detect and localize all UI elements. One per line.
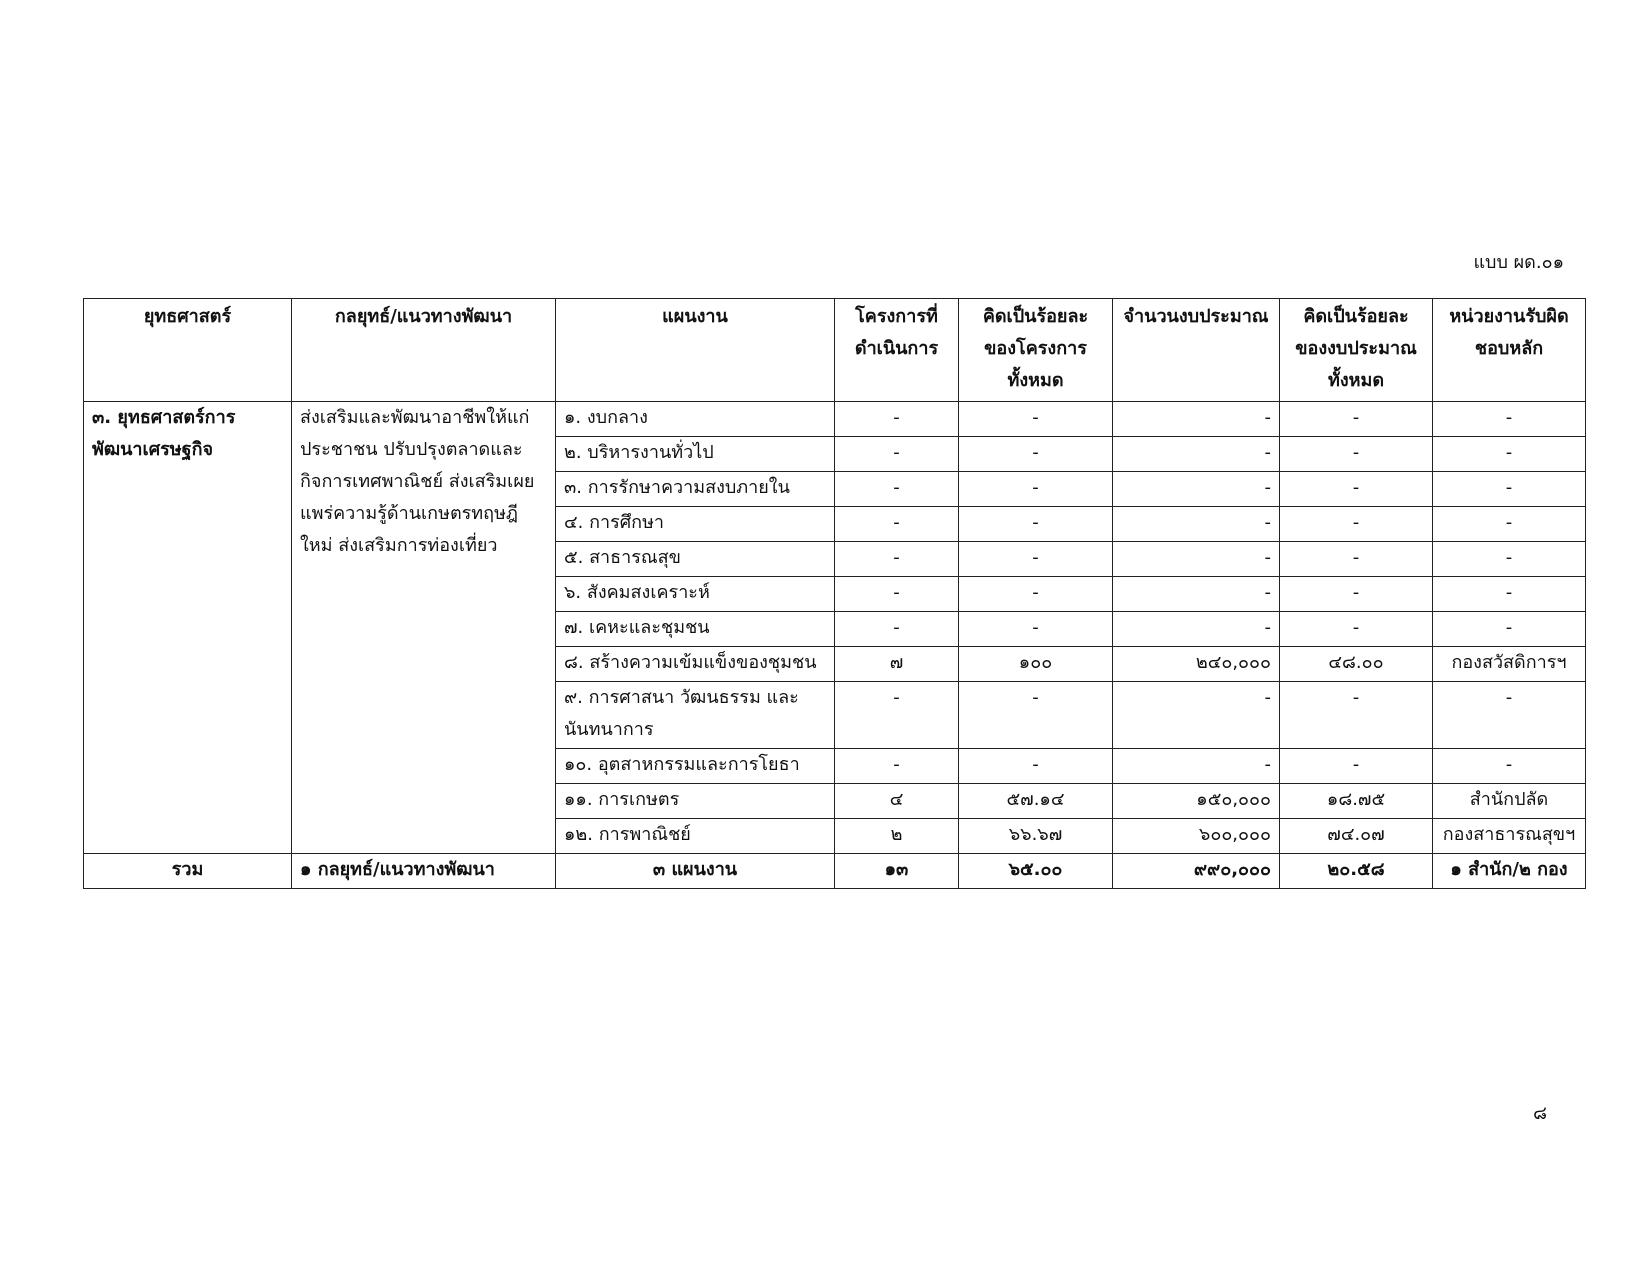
budget-pct-cell: - bbox=[1280, 612, 1433, 647]
projects-cell: - bbox=[835, 542, 959, 577]
projects-pct-cell: - bbox=[959, 542, 1113, 577]
projects-cell: - bbox=[835, 507, 959, 542]
projects-cell: - bbox=[835, 437, 959, 472]
table-row bbox=[84, 402, 1586, 437]
plan-cell: ๙. การศาสนา วัฒนธรรม และนันทนาการ bbox=[556, 682, 835, 749]
projects-cell: - bbox=[835, 577, 959, 612]
page-number: ๘ bbox=[1533, 1103, 1547, 1124]
projects-pct-cell: ๕๗.๑๔ bbox=[959, 784, 1113, 819]
total-unit: ๑ สำนัก/๒ กอง bbox=[1433, 854, 1586, 889]
budget-cell: ๑๕๐,๐๐๐ bbox=[1113, 784, 1280, 819]
budget-pct-cell: ๑๘.๗๕ bbox=[1280, 784, 1433, 819]
budget-pct-cell: - bbox=[1280, 507, 1433, 542]
guideline-cell: ส่งเสริมและพัฒนาอาชีพให้แก่ประชาชน ปรับปรุงตลาดและกิจการเทศพาณิชย์ ส่งเสริมเผยแพร่ความรู้ด้านเกษตรทฤษฎีใหม่ ส่งเสริมการท่องเที่ยว bbox=[292, 402, 556, 854]
projects-cell: - bbox=[835, 402, 959, 437]
strategy-cell: ๓. ยุทธศาสตร์การพัฒนาเศรษฐกิจ bbox=[84, 402, 292, 854]
budget-pct-cell: - bbox=[1280, 577, 1433, 612]
projects-pct-cell: - bbox=[959, 437, 1113, 472]
unit-cell: กองสวัสดิการฯ bbox=[1433, 647, 1586, 682]
table-header-row bbox=[84, 299, 1586, 402]
header-unit: หน่วยงานรับผิดชอบหลัก bbox=[1433, 299, 1586, 402]
projects-pct-cell: ๑๐๐ bbox=[959, 647, 1113, 682]
projects-pct-cell: ๖๖.๖๗ bbox=[959, 819, 1113, 854]
projects-cell: ๒ bbox=[835, 819, 959, 854]
form-code: แบบ ผด.๐๑ bbox=[1473, 252, 1564, 273]
strategy-plan-table bbox=[83, 298, 1586, 889]
projects-pct-cell: - bbox=[959, 577, 1113, 612]
projects-cell: - bbox=[835, 612, 959, 647]
unit-cell: กองสาธารณสุขฯ bbox=[1433, 819, 1586, 854]
total-guideline: ๑ กลยุทธ์/แนวทางพัฒนา bbox=[292, 854, 556, 889]
budget-pct-cell: - bbox=[1280, 437, 1433, 472]
plan-cell: ๕. สาธารณสุข bbox=[556, 542, 835, 577]
projects-cell: - bbox=[835, 682, 959, 749]
total-budget: ๙๙๐,๐๐๐ bbox=[1113, 854, 1280, 889]
budget-cell: ๖๐๐,๐๐๐ bbox=[1113, 819, 1280, 854]
header-strategy: ยุทธศาสตร์ bbox=[84, 299, 292, 402]
budget-pct-cell: ๗๔.๐๗ bbox=[1280, 819, 1433, 854]
plan-cell: ๑๐. อุตสาหกรรมและการโยธา bbox=[556, 749, 835, 784]
plan-cell: ๒. บริหารงานทั่วไป bbox=[556, 437, 835, 472]
projects-cell: ๔ bbox=[835, 784, 959, 819]
budget-cell: - bbox=[1113, 577, 1280, 612]
projects-pct-cell: - bbox=[959, 612, 1113, 647]
unit-cell: - bbox=[1433, 749, 1586, 784]
header-guideline: กลยุทธ์/แนวทางพัฒนา bbox=[292, 299, 556, 402]
header-plan: แผนงาน bbox=[556, 299, 835, 402]
unit-cell: สำนักปลัด bbox=[1433, 784, 1586, 819]
unit-cell: - bbox=[1433, 577, 1586, 612]
budget-cell: - bbox=[1113, 542, 1280, 577]
unit-cell: - bbox=[1433, 507, 1586, 542]
budget-pct-cell: - bbox=[1280, 472, 1433, 507]
budget-pct-cell: - bbox=[1280, 402, 1433, 437]
header-projects-pct: คิดเป็นร้อยละของโครงการทั้งหมด bbox=[959, 299, 1113, 402]
header-projects: โครงการที่ดำเนินการ bbox=[835, 299, 959, 402]
plan-cell: ๑๒. การพาณิชย์ bbox=[556, 819, 835, 854]
header-budget-pct: คิดเป็นร้อยละของงบประมาณทั้งหมด bbox=[1280, 299, 1433, 402]
total-plan: ๓ แผนงาน bbox=[556, 854, 835, 889]
total-label: รวม bbox=[84, 854, 292, 889]
unit-cell: - bbox=[1433, 542, 1586, 577]
unit-cell: - bbox=[1433, 612, 1586, 647]
budget-cell: - bbox=[1113, 402, 1280, 437]
plan-cell: ๖. สังคมสงเคราะห์ bbox=[556, 577, 835, 612]
budget-cell: - bbox=[1113, 507, 1280, 542]
budget-pct-cell: ๔๘.๐๐ bbox=[1280, 647, 1433, 682]
projects-cell: - bbox=[835, 472, 959, 507]
total-projects-pct: ๖๕.๐๐ bbox=[959, 854, 1113, 889]
plan-cell: ๘. สร้างความเข้มแข็งของชุมชน bbox=[556, 647, 835, 682]
plan-cell: ๑๑. การเกษตร bbox=[556, 784, 835, 819]
projects-pct-cell: - bbox=[959, 682, 1113, 749]
plan-cell: ๑. งบกลาง bbox=[556, 402, 835, 437]
unit-cell: - bbox=[1433, 682, 1586, 749]
projects-pct-cell: - bbox=[959, 402, 1113, 437]
unit-cell: - bbox=[1433, 402, 1586, 437]
projects-pct-cell: - bbox=[959, 472, 1113, 507]
budget-cell: - bbox=[1113, 682, 1280, 749]
unit-cell: - bbox=[1433, 472, 1586, 507]
projects-cell: ๗ bbox=[835, 647, 959, 682]
plan-cell: ๔. การศึกษา bbox=[556, 507, 835, 542]
budget-cell: - bbox=[1113, 612, 1280, 647]
unit-cell: - bbox=[1433, 437, 1586, 472]
budget-cell: ๒๔๐,๐๐๐ bbox=[1113, 647, 1280, 682]
projects-pct-cell: - bbox=[959, 507, 1113, 542]
total-projects: ๑๓ bbox=[835, 854, 959, 889]
plan-cell: ๗. เคหะและชุมชน bbox=[556, 612, 835, 647]
plan-cell: ๓. การรักษาความสงบภายใน bbox=[556, 472, 835, 507]
budget-cell: - bbox=[1113, 437, 1280, 472]
projects-cell: - bbox=[835, 749, 959, 784]
budget-cell: - bbox=[1113, 749, 1280, 784]
budget-pct-cell: - bbox=[1280, 542, 1433, 577]
header-budget: จำนวนงบประมาณ bbox=[1113, 299, 1280, 402]
budget-pct-cell: - bbox=[1280, 749, 1433, 784]
total-budget-pct: ๒๐.๕๘ bbox=[1280, 854, 1433, 889]
budget-pct-cell: - bbox=[1280, 682, 1433, 749]
total-row bbox=[84, 854, 1586, 889]
projects-pct-cell: - bbox=[959, 749, 1113, 784]
budget-cell: - bbox=[1113, 472, 1280, 507]
